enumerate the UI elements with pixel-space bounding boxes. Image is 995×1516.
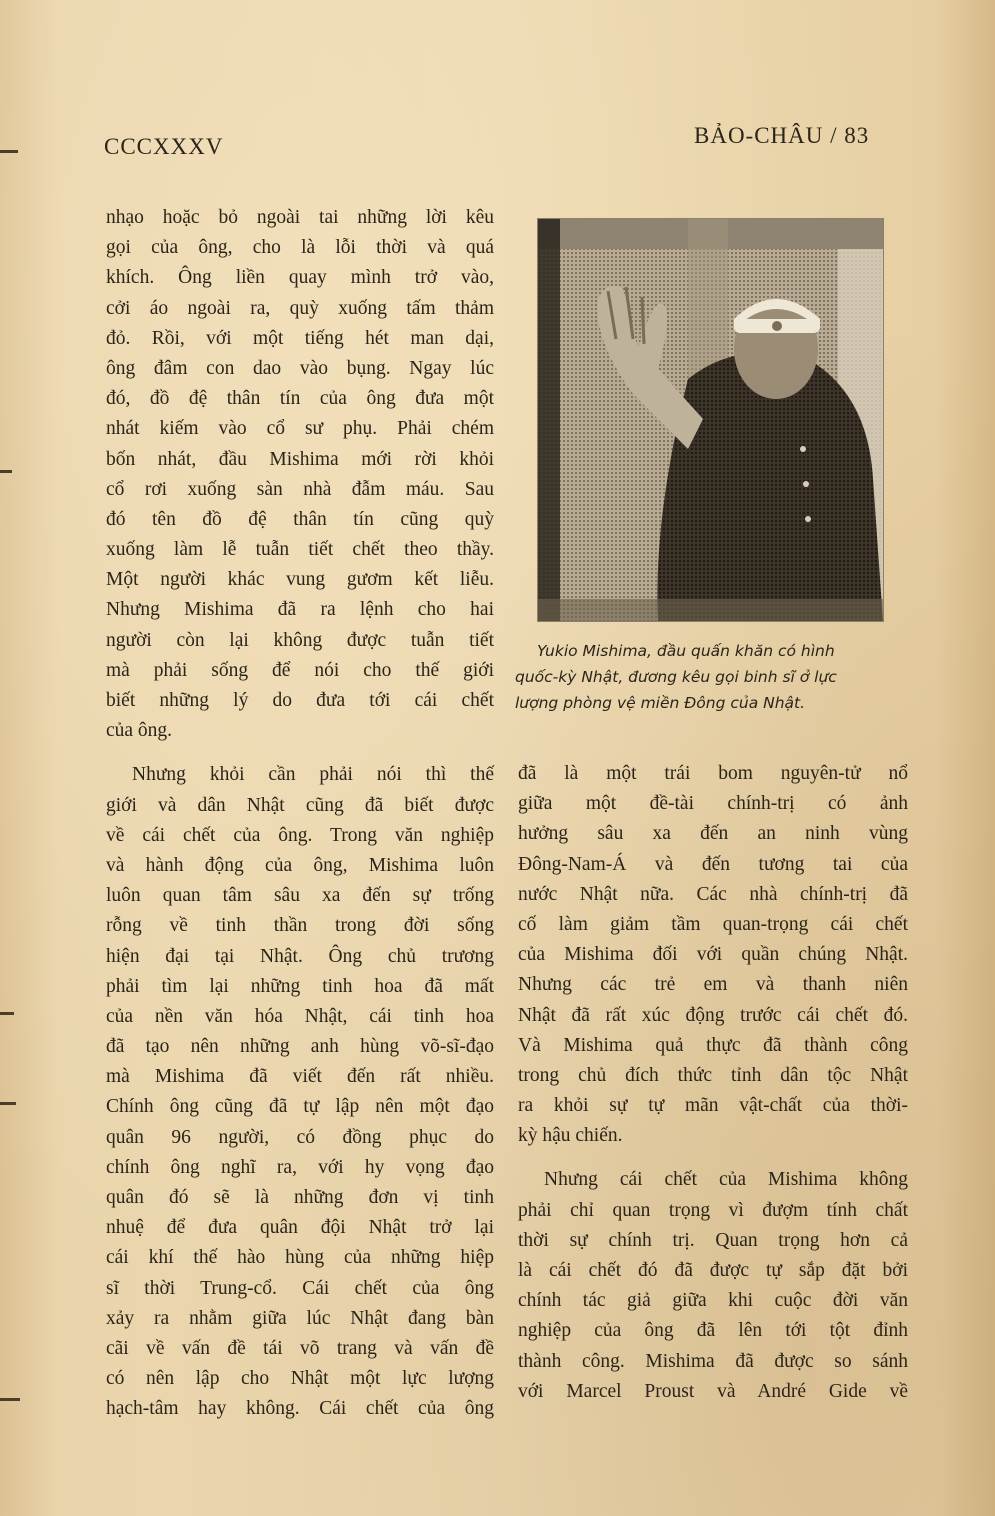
page-header: [0, 118, 995, 158]
text-line: của Mishima đối với quần chúng Nhật.: [518, 944, 908, 966]
text-line: đã là một trái bom nguyên-tử nổ: [518, 763, 908, 784]
text-line: với Marcel Proust và André Gide về: [518, 1380, 908, 1402]
text-line: giữa một đề-tài chính-trị có ảnh: [518, 793, 908, 815]
text-line: và hành động của ông, Mishima luôn: [106, 854, 494, 876]
text-line: trong chủ đích thức tỉnh dân tộc Nhật: [518, 1064, 908, 1086]
text-line: khích. Ông liền quay mình trở vào,: [106, 267, 494, 289]
text-line: đó tên đồ đệ thân tín cũng quỳ: [106, 508, 494, 530]
text-line: nhạo hoặc bỏ ngoài tai những lời kêu: [106, 207, 494, 228]
text-line: quân 96 người, có đồng phục do: [106, 1126, 494, 1148]
text-line: rỗng về tinh thần trong đời sống: [106, 915, 494, 937]
text-line: là cái chết đó đã được tự sắp đặt bởi: [518, 1260, 908, 1281]
text-line: ông đâm con dao vào bụng. Ngay lúc: [106, 357, 494, 379]
text-line: sĩ thời Trung-cổ. Cái chết của ông: [106, 1277, 494, 1299]
text-line: thành công. Mishima đã được so sánh: [518, 1350, 908, 1372]
text-line: luôn quan tâm sâu xa đến sự trống: [106, 885, 494, 907]
text-line: nước Nhật nữa. Các nhà chính-trị đã: [518, 883, 908, 905]
text-line: chính tác giả giữa khi cuộc đời văn: [518, 1290, 908, 1312]
right-column: [518, 759, 908, 1407]
text-line: kỳ hậu chiến.: [518, 1125, 623, 1147]
text-line: Nhưng khỏi cần phải nói thì thế: [132, 764, 494, 786]
photo-mishima-balcony-icon: [537, 218, 884, 622]
text-line: Nhật đã rất xúc động trước cái chết đó.: [518, 1004, 908, 1026]
text-line: có nên lập cho Nhật một lực lượng: [106, 1368, 494, 1390]
text-line: xảy ra nhằm giữa lúc Nhật đang bàn: [106, 1307, 494, 1329]
text-line: ra khỏi sự tự mãn vật-chất của thời-: [518, 1095, 908, 1117]
text-line: hưởng sâu xa đến an ninh vùng: [518, 823, 908, 845]
margin-mark: [0, 470, 12, 473]
margin-mark: [0, 1102, 16, 1105]
text-line: phải chỉ quan trọng vì đượm tính chất: [518, 1199, 908, 1221]
photo-caption: [515, 638, 905, 716]
text-line: mà Mishima đã viết đến rất nhiều.: [106, 1066, 494, 1088]
text-line: cái khí thế hào hùng của những hiệp: [106, 1247, 494, 1269]
text-line: đã tạo nên những anh hùng võ-sĩ-đạo: [106, 1036, 494, 1058]
text-line: biết những lý do đưa tới cái chết: [106, 690, 494, 711]
text-line: người còn lại không được tuẫn tiết: [106, 629, 494, 651]
text-line: Nhưng Mishima đã ra lệnh cho hai: [106, 599, 494, 621]
text-line: Đông-Nam-Á và đến tương tai của: [518, 853, 908, 875]
text-line: của ông.: [106, 720, 173, 742]
text-line: cổ rơi xuống sàn nhà đẫm máu. Sau: [106, 478, 494, 500]
text-line: nhát kiếm vào cổ sư phụ. Phải chém: [106, 418, 494, 440]
text-line: cãi về vấn đề tái võ trang và vấn đề: [106, 1337, 494, 1359]
margin-mark: [0, 1398, 20, 1401]
text-line: hạch-tâm hay không. Cái chết của ông: [106, 1398, 494, 1420]
text-line: cố làm giảm tầm quan-trọng cái chết: [518, 913, 908, 935]
text-line: Chính ông cũng đã tự lập nên một đạo: [106, 1096, 494, 1118]
caption-line: lượng phòng vệ miền Đông của Nhật.: [515, 694, 806, 712]
text-line: mà phải sống để nói cho thế giới: [106, 659, 494, 681]
text-line: về cái chết của ông. Trong văn nghiệp: [106, 824, 494, 846]
caption-line: Yukio Mishima, đầu quấn khăn có hình: [537, 642, 835, 660]
text-line: gọi của ông, cho là lỗi thời và quá: [106, 237, 494, 259]
text-line: hiện đại tại Nhật. Ông chủ trương: [106, 945, 494, 967]
text-line: quân đó sẽ là những đơn vị tinh: [106, 1187, 494, 1208]
text-line: nghiệp của ông đã lên tới tột đỉnh: [518, 1320, 908, 1342]
text-line: cởi áo ngoài ra, quỳ xuống tấm thảm: [106, 297, 494, 319]
text-line: Nhưng cái chết của Mishima không: [544, 1169, 908, 1191]
text-line: chính ông nghĩ ra, với hy vọng đạo: [106, 1156, 494, 1178]
caption-line: quốc-kỳ Nhật, đương kêu gọi binh sĩ ở lực: [515, 668, 837, 686]
chapter-number: CCCXXXV: [104, 134, 224, 159]
text-line: đỏ. Rồi, với một tiếng hét man dại,: [106, 327, 494, 349]
text-line: của nền văn hóa Nhật, cái tinh hoa: [106, 1005, 494, 1027]
text-line: giới và dân Nhật cũng đã biết được: [106, 794, 494, 816]
text-line: đó, đồ đệ thân tín của ông đưa một: [106, 388, 494, 410]
text-line: bốn nhát, đầu Mishima mới rời khỏi: [106, 448, 494, 470]
text-line: xuống làm lễ tuẫn tiết chết theo thầy.: [106, 539, 494, 561]
text-line: Và Mishima quả thực đã thành công: [518, 1034, 908, 1056]
text-line: Nhưng các trẻ em và thanh niên: [518, 974, 908, 996]
running-title: BẢO-CHÂU / 83: [694, 123, 870, 148]
left-column: [106, 203, 494, 1425]
margin-mark: [0, 1012, 14, 1015]
text-line: nhuệ để đưa quân đội Nhật trở lại: [106, 1217, 494, 1239]
text-line: thời sự chính trị. Quan trọng hơn cả: [518, 1229, 908, 1251]
text-line: phải tìm lại những tinh hoa đã mất: [106, 975, 494, 997]
text-line: Một người khác vung gươm kết liễu.: [106, 569, 494, 591]
